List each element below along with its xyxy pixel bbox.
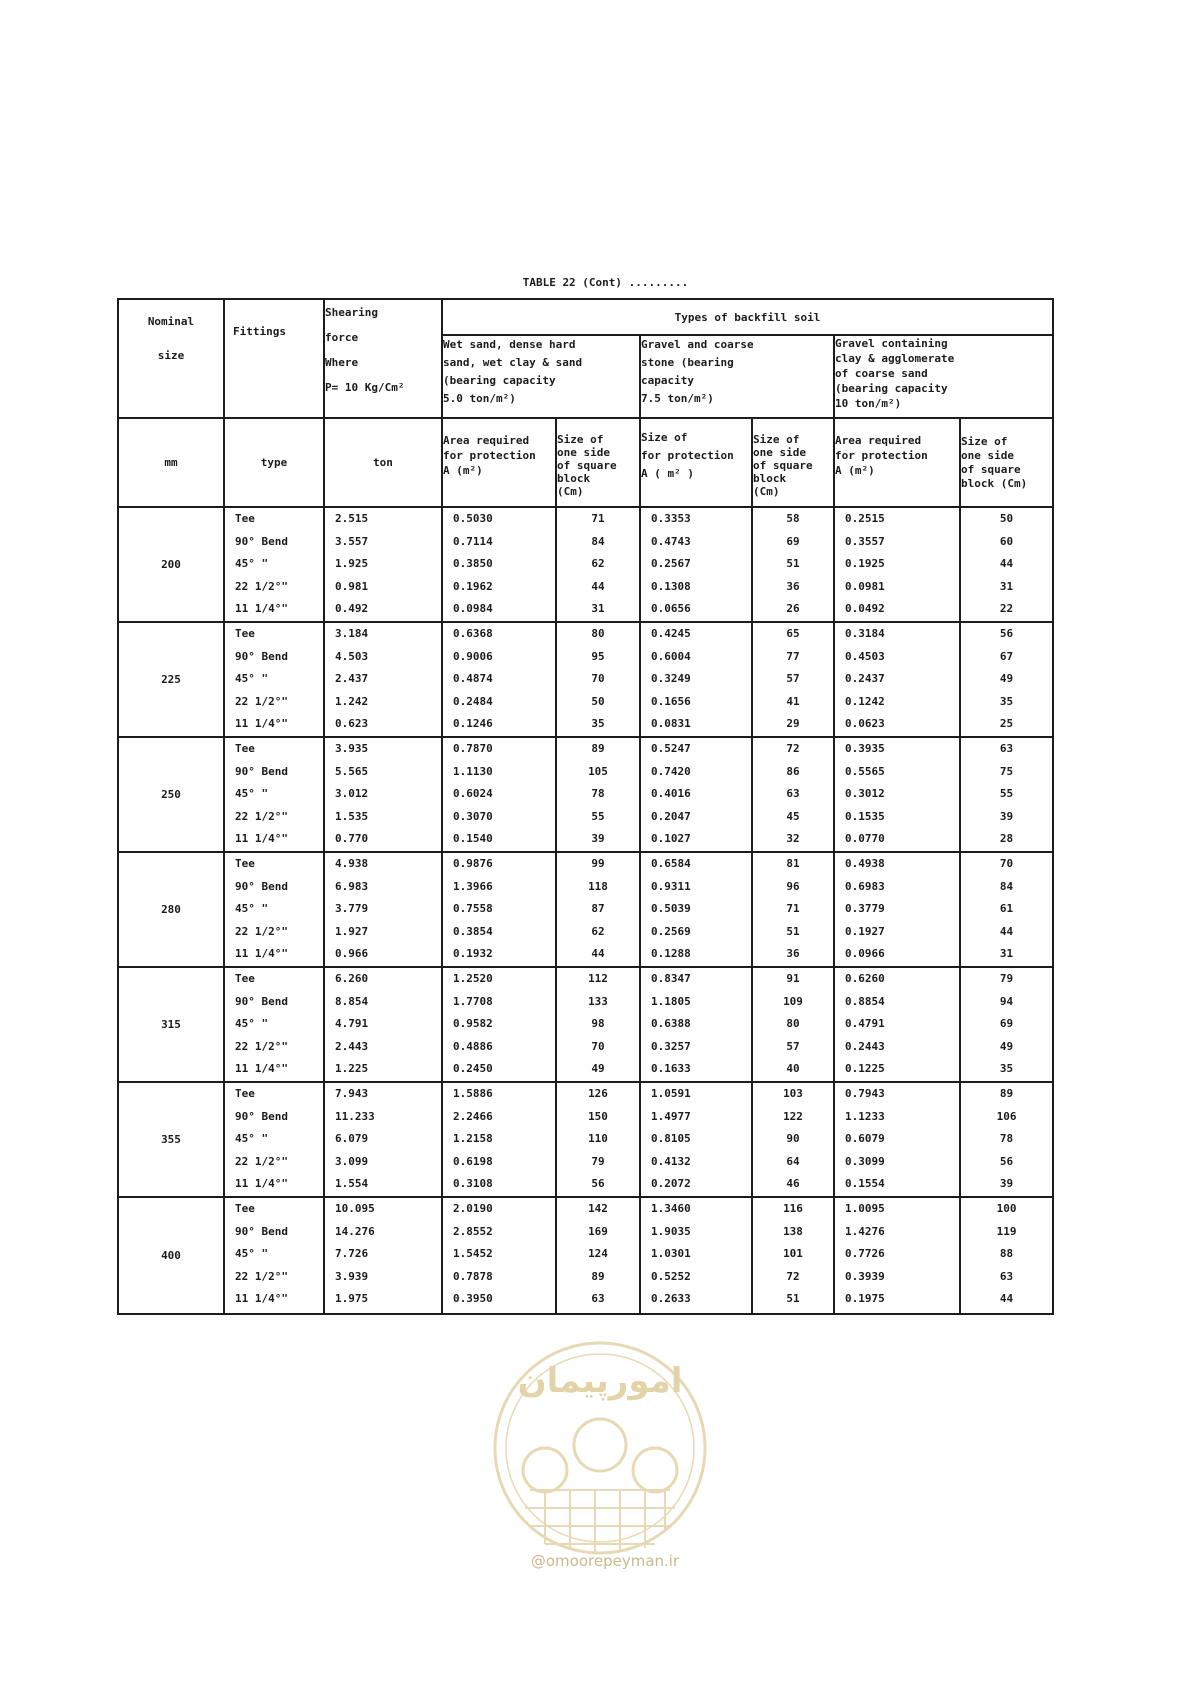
watermark-script: امورپیمان xyxy=(517,1361,683,1401)
shearing-force-cell: 4.938 6.983 3.779 1.927 0.966 xyxy=(324,852,442,967)
header-fittings: Fittings xyxy=(224,299,324,418)
block-cell-soil3: 70 84 61 44 31 xyxy=(960,852,1053,967)
block-cell-soil1: 126 150 110 79 56 xyxy=(556,1082,640,1197)
block-cell-soil2: 91 109 80 57 40 xyxy=(752,967,834,1082)
header-types-of-backfill: Types of backfill soil xyxy=(442,299,1053,335)
area-cell-soil1: 0.7870 1.1130 0.6024 0.3070 0.1540 xyxy=(442,737,556,852)
shearing-force-cell: 3.184 4.503 2.437 1.242 0.623 xyxy=(324,622,442,737)
area-cell-soil1: 1.2520 1.7708 0.9582 0.4886 0.2450 xyxy=(442,967,556,1082)
table-row-size-400 xyxy=(118,1197,1053,1314)
backfill-protection-table xyxy=(117,298,1054,1315)
unit-type: type xyxy=(224,418,324,507)
nominal-size-cell: 355 xyxy=(118,1082,224,1197)
block-cell-soil3: 56 67 49 35 25 xyxy=(960,622,1053,737)
header-shearing-force: Shearing force Where P= 10 Kg/Cm² xyxy=(324,299,442,418)
fittings-cell: Tee 90° Bend 45° " 22 1/2°" 11 1/4°" xyxy=(224,1082,324,1197)
area-cell-soil2: 0.5247 0.7420 0.4016 0.2047 0.1027 xyxy=(640,737,752,852)
header-block-size-2: Size of one side of square block (Cm) xyxy=(752,418,834,507)
fittings-cell: Tee 90° Bend 45° " 22 1/2°" 11 1/4°" xyxy=(224,1197,324,1314)
nominal-size-cell: 250 xyxy=(118,737,224,852)
block-cell-soil3: 50 60 44 31 22 xyxy=(960,507,1053,622)
area-cell-soil3: 0.6260 0.8854 0.4791 0.2443 0.1225 xyxy=(834,967,960,1082)
fittings-cell: Tee 90° Bend 45° " 22 1/2°" 11 1/4°" xyxy=(224,507,324,622)
area-cell-soil1: 0.5030 0.7114 0.3850 0.1962 0.0984 xyxy=(442,507,556,622)
header-block-size-3: Size of one side of square block (Cm) xyxy=(960,418,1053,507)
area-cell-soil1: 1.5886 2.2466 1.2158 0.6198 0.3108 xyxy=(442,1082,556,1197)
unit-mm: mm xyxy=(118,418,224,507)
area-cell-soil1: 0.9876 1.3966 0.7558 0.3854 0.1932 xyxy=(442,852,556,967)
fittings-cell: Tee 90° Bend 45° " 22 1/2°" 11 1/4°" xyxy=(224,622,324,737)
gear-icon xyxy=(523,1419,677,1492)
header-soil-wet-sand: Wet sand, dense hard sand, wet clay & sand (bearing capacity 5.0 ton/m²) xyxy=(442,335,640,418)
block-cell-soil2: 81 96 71 51 36 xyxy=(752,852,834,967)
block-cell-soil2: 72 86 63 45 32 xyxy=(752,737,834,852)
shearing-force-cell: 7.943 11.233 6.079 3.099 1.554 xyxy=(324,1082,442,1197)
table-row-size-280 xyxy=(118,852,1053,967)
area-cell-soil2: 1.0591 1.4977 0.8105 0.4132 0.2072 xyxy=(640,1082,752,1197)
header-area-required-2: Size of for protection A ( m² ) xyxy=(640,418,752,507)
block-cell-soil1: 80 95 70 50 35 xyxy=(556,622,640,737)
area-cell-soil1: 2.0190 2.8552 1.5452 0.7878 0.3950 xyxy=(442,1197,556,1314)
nominal-size-cell: 280 xyxy=(118,852,224,967)
watermark-text: @omoorepeyman.ir xyxy=(530,1552,680,1570)
block-cell-soil2: 103 122 90 64 46 xyxy=(752,1082,834,1197)
shearing-force-cell: 6.260 8.854 4.791 2.443 1.225 xyxy=(324,967,442,1082)
block-cell-soil1: 89 105 78 55 39 xyxy=(556,737,640,852)
area-cell-soil3: 0.3935 0.5565 0.3012 0.1535 0.0770 xyxy=(834,737,960,852)
area-cell-soil3: 0.4938 0.6983 0.3779 0.1927 0.0966 xyxy=(834,852,960,967)
nominal-size-cell: 200 xyxy=(118,507,224,622)
area-cell-soil3: 0.2515 0.3557 0.1925 0.0981 0.0492 xyxy=(834,507,960,622)
block-cell-soil1: 99 118 87 62 44 xyxy=(556,852,640,967)
header-nominal-size: Nominal size xyxy=(118,299,224,418)
table-row-size-200 xyxy=(118,507,1053,622)
watermark-logo xyxy=(485,1330,715,1570)
block-cell-soil1: 71 84 62 44 31 xyxy=(556,507,640,622)
block-cell-soil1: 112 133 98 70 49 xyxy=(556,967,640,1082)
block-cell-soil2: 58 69 51 36 26 xyxy=(752,507,834,622)
block-cell-soil2: 116 138 101 72 51 xyxy=(752,1197,834,1314)
area-cell-soil2: 0.4245 0.6004 0.3249 0.1656 0.0831 xyxy=(640,622,752,737)
fittings-cell: Tee 90° Bend 45° " 22 1/2°" 11 1/4°" xyxy=(224,967,324,1082)
table-row-size-355 xyxy=(118,1082,1053,1197)
header-area-required-3: Area required for protection A (m²) xyxy=(834,418,960,507)
block-cell-soil1: 142 169 124 89 63 xyxy=(556,1197,640,1314)
block-cell-soil3: 79 94 69 49 35 xyxy=(960,967,1053,1082)
unit-ton: ton xyxy=(324,418,442,507)
header-soil-gravel-coarse-stone: Gravel and coarse stone (bearing capacity 7.5 ton/m²) xyxy=(640,335,834,418)
header-block-size-1: Size of one side of square block (Cm) xyxy=(556,418,640,507)
block-cell-soil3: 63 75 55 39 28 xyxy=(960,737,1053,852)
header-soil-gravel-clay: Gravel containing clay & agglomerate of coarse sand (bearing capacity 10 ton/m²) xyxy=(834,335,1053,418)
shearing-force-cell: 2.515 3.557 1.925 0.981 0.492 xyxy=(324,507,442,622)
table-row-size-250 xyxy=(118,737,1053,852)
shearing-force-cell: 10.095 14.276 7.726 3.939 1.975 xyxy=(324,1197,442,1314)
nominal-size-cell: 225 xyxy=(118,622,224,737)
nominal-size-cell: 400 xyxy=(118,1197,224,1314)
block-cell-soil3: 100 119 88 63 44 xyxy=(960,1197,1053,1314)
area-cell-soil3: 0.3184 0.4503 0.2437 0.1242 0.0623 xyxy=(834,622,960,737)
area-cell-soil2: 0.6584 0.9311 0.5039 0.2569 0.1288 xyxy=(640,852,752,967)
area-cell-soil3: 0.7943 1.1233 0.6079 0.3099 0.1554 xyxy=(834,1082,960,1197)
shearing-force-cell: 3.935 5.565 3.012 1.535 0.770 xyxy=(324,737,442,852)
fittings-cell: Tee 90° Bend 45° " 22 1/2°" 11 1/4°" xyxy=(224,852,324,967)
block-cell-soil2: 65 77 57 41 29 xyxy=(752,622,834,737)
area-cell-soil2: 0.3353 0.4743 0.2567 0.1308 0.0656 xyxy=(640,507,752,622)
table-title: TABLE 22 (Cont) ......... xyxy=(522,276,689,289)
fittings-cell: Tee 90° Bend 45° " 22 1/2°" 11 1/4°" xyxy=(224,737,324,852)
area-cell-soil2: 0.8347 1.1805 0.6388 0.3257 0.1633 xyxy=(640,967,752,1082)
nominal-size-cell: 315 xyxy=(118,967,224,1082)
area-cell-soil1: 0.6368 0.9006 0.4874 0.2484 0.1246 xyxy=(442,622,556,737)
table-row-size-225 xyxy=(118,622,1053,737)
table-row-size-315 xyxy=(118,967,1053,1082)
area-cell-soil3: 1.0095 1.4276 0.7726 0.3939 0.1975 xyxy=(834,1197,960,1314)
header-area-required-1: Area required for protection A (m²) xyxy=(442,418,556,507)
block-cell-soil3: 89 106 78 56 39 xyxy=(960,1082,1053,1197)
area-cell-soil2: 1.3460 1.9035 1.0301 0.5252 0.2633 xyxy=(640,1197,752,1314)
